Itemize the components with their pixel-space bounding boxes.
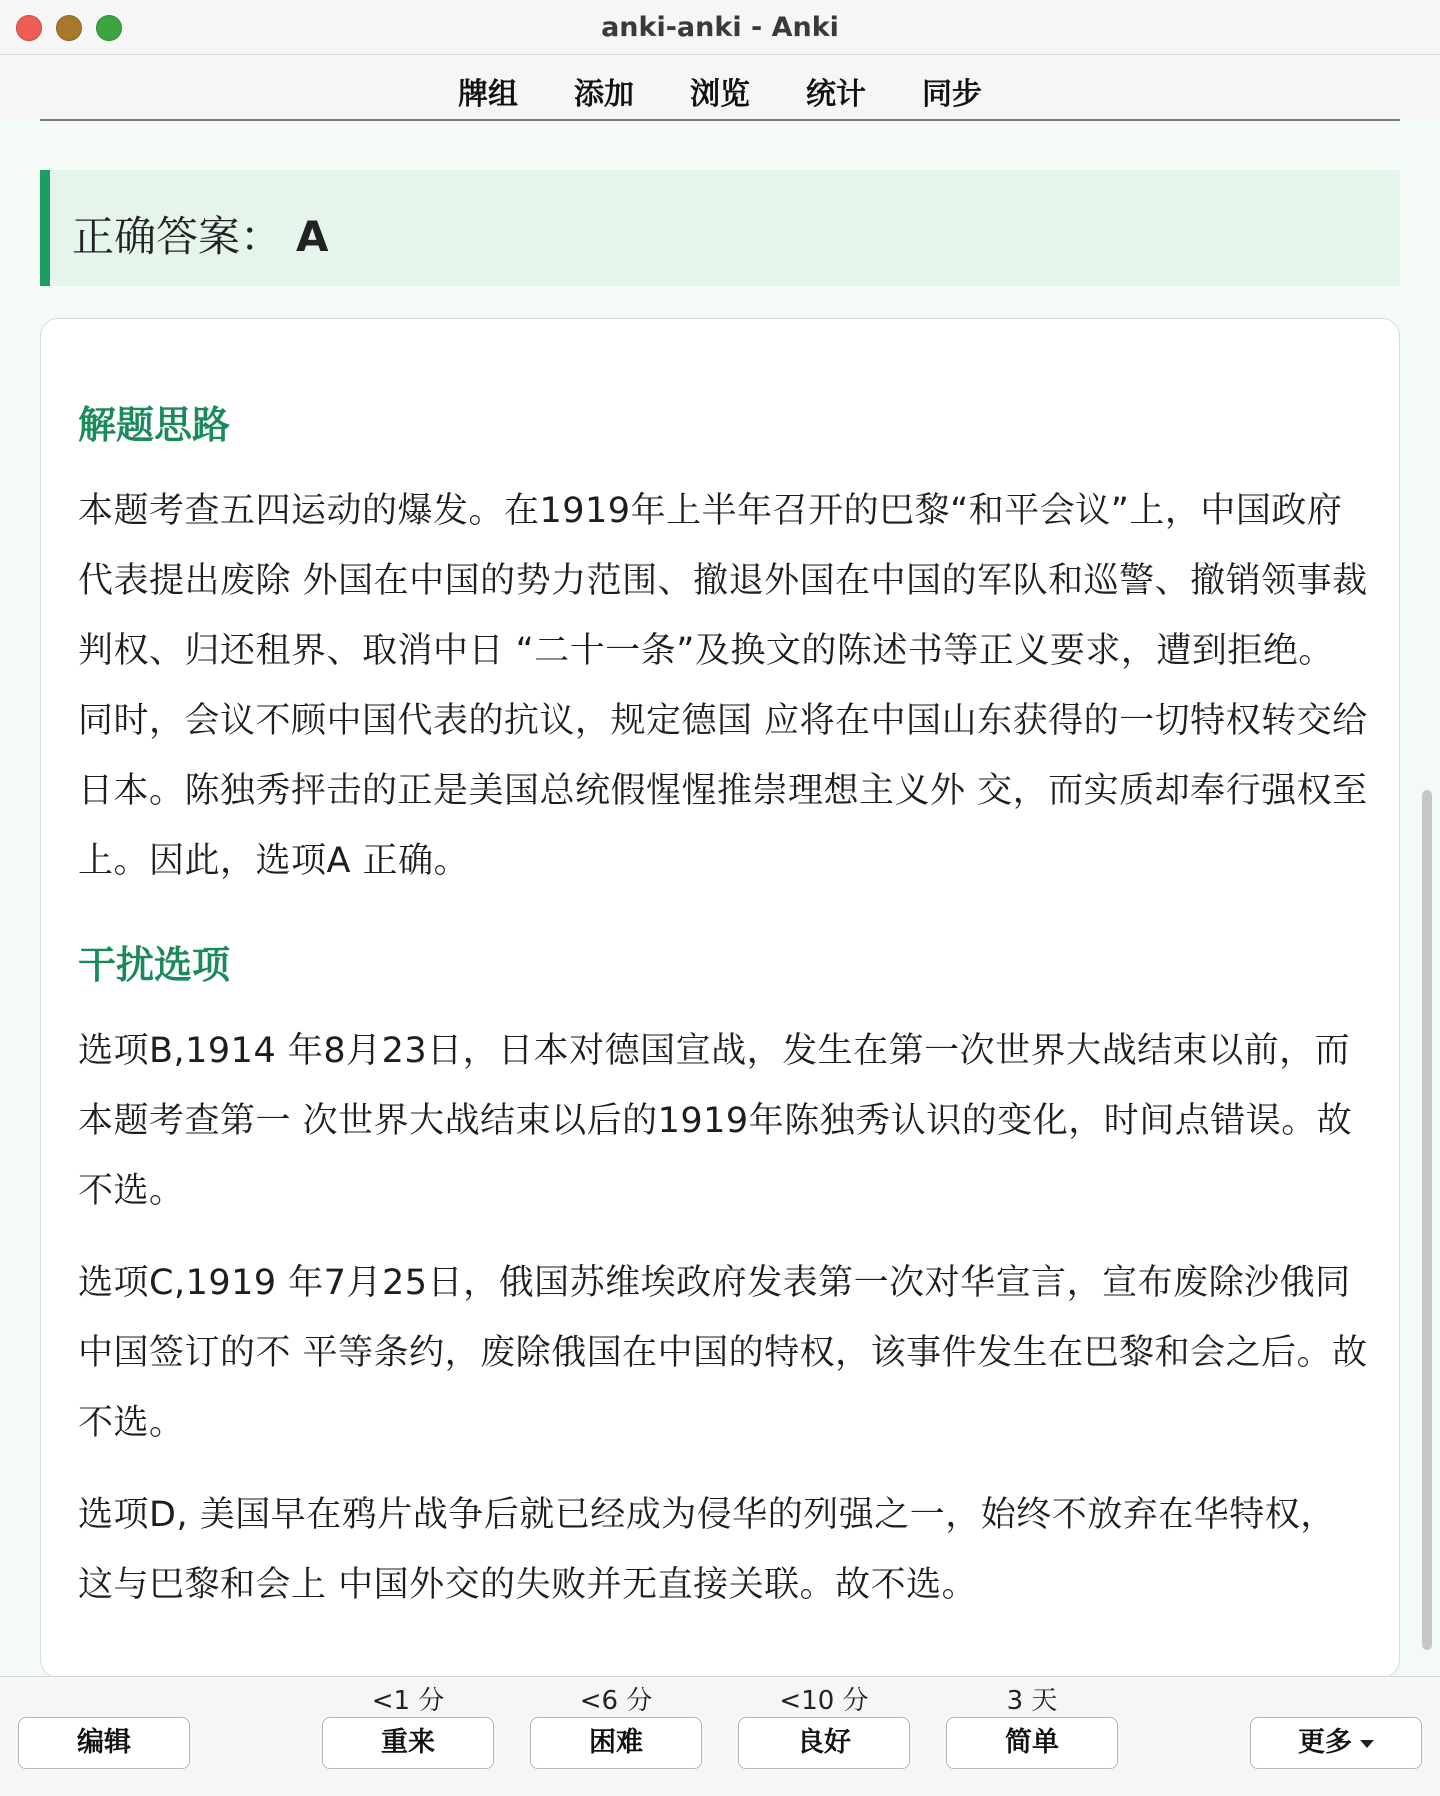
window-title: anki-anki - Anki bbox=[601, 12, 839, 43]
again-button[interactable]: 重来 bbox=[322, 1717, 494, 1769]
again-due-time: <1 分 bbox=[371, 1686, 445, 1716]
toolbar-divider bbox=[40, 119, 1400, 121]
chevron-down-icon bbox=[1360, 1740, 1374, 1748]
option-d-paragraph: 选项D, 美国早在鸦片战争后就已经成为侵华的列强之一，始终不放弃在华特权，这与巴黎和会上 中国外交的失败并无直接关联。故不选。 bbox=[78, 1495, 1336, 1605]
correct-answer-value: A bbox=[296, 212, 329, 261]
toolbar-stats[interactable]: 统计 bbox=[806, 77, 866, 112]
toolbar-sync[interactable]: 同步 bbox=[922, 77, 982, 112]
option-b-paragraph: 选项B,1914 年8月23日，日本对德国宣战，发生在第一次世界大战结束以前，而本题考查第一 次世界大战结束以后的1919年陈独秀认识的变化，时间点错误。故不选。 bbox=[78, 1031, 1353, 1211]
toolbar-add[interactable]: 添加 bbox=[574, 77, 634, 112]
toolbar-decks[interactable]: 牌组 bbox=[458, 77, 518, 112]
good-button[interactable]: 良好 bbox=[738, 1717, 910, 1769]
review-bottom-bar bbox=[0, 1676, 1440, 1796]
good-due-time: <10 分 bbox=[779, 1686, 869, 1716]
edit-button[interactable]: 编辑 bbox=[18, 1717, 190, 1769]
easy-due-time: 3 天 bbox=[1006, 1686, 1058, 1716]
scrollbar-thumb[interactable] bbox=[1422, 790, 1432, 1650]
section-title-approach: 解题思路 bbox=[78, 403, 231, 447]
top-toolbar bbox=[0, 55, 1440, 119]
title-bar bbox=[0, 0, 1440, 55]
option-c-paragraph: 选项C,1919 年7月25日，俄国苏维埃政府发表第一次对华宣言，宣布废除沙俄同中国签订的不 平等条约，废除俄国在中国的特权，该事件发生在巴黎和会之后。故不选。 bbox=[78, 1263, 1368, 1443]
correct-answer bbox=[72, 204, 329, 264]
hard-button[interactable]: 困难 bbox=[530, 1717, 702, 1769]
toolbar-browse[interactable]: 浏览 bbox=[690, 77, 750, 112]
hard-due-time: <6 分 bbox=[579, 1686, 653, 1716]
easy-button[interactable]: 简单 bbox=[946, 1717, 1118, 1769]
approach-paragraph: 本题考查五四运动的爆发。在1919年上半年召开的巴黎“和平会议”上，中国政府代表提出废除 外国在中国的势力范围、撤退外国在中国的军队和巡警、撤销领事裁判权、归还租界、取消中日 “二十一条”及换文的陈述书等正义要求，遭到拒绝。同时，会议不顾中国代表的抗议，规定德国 应将在中国山东获得的一切特权转交给日本。陈独秀抨击的正是美国总统假惺惺推崇理想主义外 交，而实质却奉行强权至上。因此，选项A 正确。 bbox=[78, 491, 1368, 881]
more-button-label: 更多 bbox=[1298, 1727, 1352, 1758]
section-title-distractors: 干扰选项 bbox=[78, 943, 231, 987]
more-button[interactable] bbox=[1250, 1717, 1422, 1769]
correct-answer-label: 正确答案： bbox=[72, 212, 283, 261]
